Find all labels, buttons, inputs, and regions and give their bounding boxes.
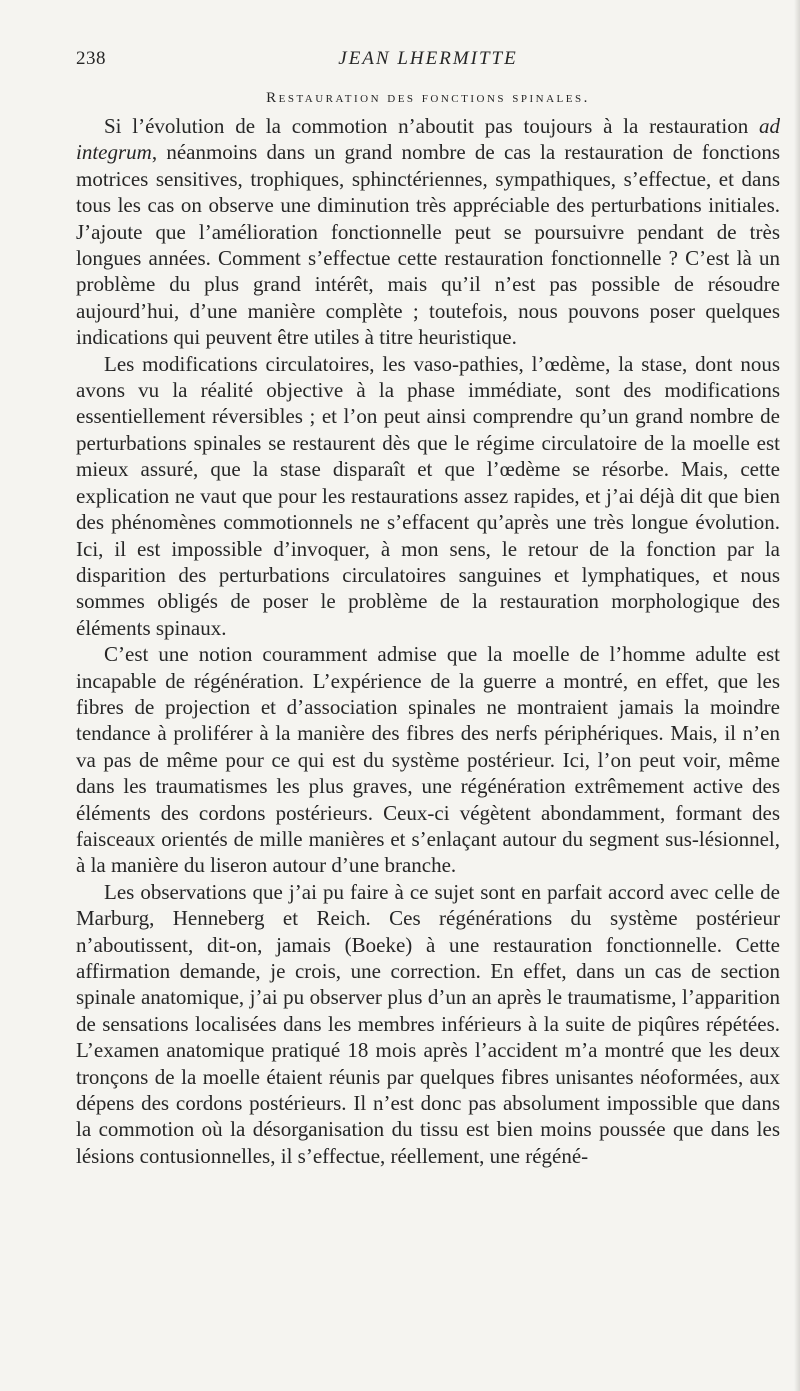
paragraph-1 — [76, 113, 780, 351]
paragraph-2: Les modifications circulatoires, les vaso-pathies, l’œdème, la stase, dont nous avons vu la réalité objective à la phase immédiate, sont des modifications essentiellement réversibles ; et l’on peut ainsi comprendre qu’un grand nombre de perturbations spinales se restaurent dès que le régime circulatoire de la moelle est mieux assuré, que la stase disparaît et que l’œdème se résorbe. Mais, cette explication ne vaut que pour les restaurations assez rapides, et j’ai déjà dit que bien des phénomènes commotionnels ne s’effacent qu’après une très longue évolution. Ici, il est impossible d’invoquer, à mon sens, le retour de la fonction par la disparition des perturbations circulatoires sanguines et lymphatiques, et nous sommes obligés de poser le problème de la restauration morphologique des éléments spinaux. — [76, 351, 780, 640]
page-header — [76, 48, 780, 76]
paragraph-1-start: Si l’évolution de la commotion n’aboutit pas toujours à la restauration — [104, 114, 759, 138]
section-title: Restauration des fonctions spinales. — [266, 90, 590, 106]
paragraph-4: Les observations que j’ai pu faire à ce sujet sont en parfait accord avec celle de Marburg, Henneberg et Reich. Ces régénérations du système postérieur n’aboutissent, dit-on, jamais (Boeke) à une restauration fonctionnelle. Cette affirmation demande, je crois, une correction. En effet, dans un cas de section spinale anatomique, j’ai pu observer plus d’un an après le traumatisme, l’apparition de sensations localisées dans les membres inférieurs à la suite de piqûres répétées. L’examen anatomique pratiqué 18 mois après l’accident m’a montré que les deux tronçons de la moelle étaient réunis par quelques fibres unisantes néoformées, aux dépens des cordons postérieurs. Il n’est donc pas absolument impossible que dans la commotion où la désorganisation du tissu est bien moins poussée que dans les lésions contusionnelles, il s’effectue, réellement, une régéné- — [76, 879, 780, 1168]
latin-phrase: ad integrum — [76, 114, 780, 165]
paragraph-1-rest: , néanmoins dans un grand nombre de cas la restauration de fonctions motrices sensitives, trophiques, sphinctériennes, sympathiques, s’effectue, et dans tous les cas on observe une diminution très appréciable des perturbations initiales. J’ajoute que l’amélioration fonctionnelle peut se poursuivre pendant de très longues années. Comment s’effectue cette restauration fonctionnelle ? C’est là un problème du plus grand intérêt, mais qu’il n’est pas possible de résoudre aujourd’hui, d’une manière complète ; toutefois, nous pouvons poser quelques indications qui peuvent être utiles à titre heuristique. — [76, 140, 780, 350]
running-head: JEAN LHERMITTE — [338, 48, 518, 69]
page-number: 238 — [76, 48, 106, 69]
body-text — [76, 113, 780, 1169]
page-edge-shadow — [794, 0, 800, 1391]
paragraph-3: C’est une notion couramment admise que la moelle de l’homme adulte est incapable de régénération. L’expérience de la guerre a montré, en effet, que les fibres de projection et d’association spinales ne montraient jamais la moindre tendance à proliférer à la manière des fibres des nerfs périphériques. Mais, il n’en va pas de même pour ce qui est du système postérieur. Ici, l’on peut voir, même dans les traumatismes les plus graves, une régénération extrêmement active des éléments des cordons postérieurs. Ceux-ci végètent abondamment, formant des faisceaux orientés de mille manières et s’enlaçant autour du segment sus-lésionnel, à la manière du liseron autour d’une branche. — [76, 642, 780, 878]
